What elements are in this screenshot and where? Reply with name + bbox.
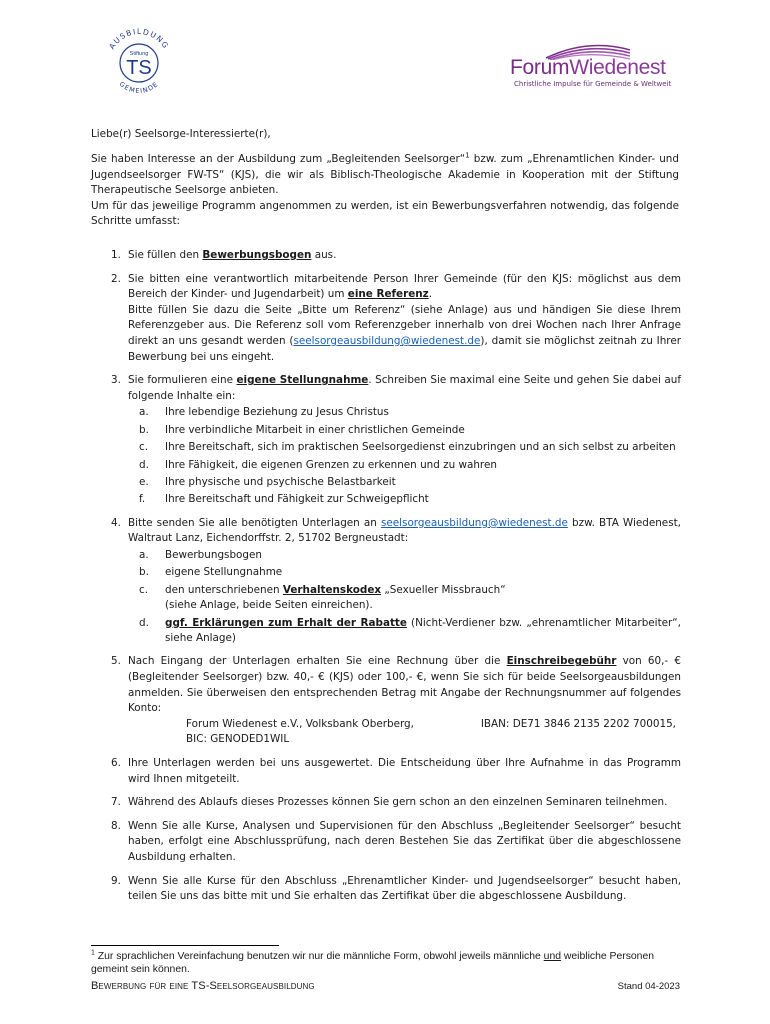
sub-letter: d. (139, 458, 149, 471)
ts-logo-ring-bottom: GEMEINDE (117, 79, 161, 96)
sub-text-line2: (siehe Anlage, beide Seiten einreichen). (165, 599, 373, 612)
footnote (91, 950, 681, 976)
sub-letter: c. (139, 441, 149, 454)
footnote-text-b: weibliche Personen gemeint sein können. (91, 951, 655, 975)
sub-item (128, 458, 681, 473)
footnote-text-a: Zur sprachlichen Vereinfachung benutzen wir nur die männliche Form, obwohl jeweils männliche (94, 951, 544, 962)
step-1 (91, 248, 681, 264)
step-number: 8. (111, 819, 121, 832)
footnote-divider (91, 945, 279, 946)
step-number: 5. (111, 655, 121, 668)
step-number: 3. (111, 374, 121, 387)
sub-letter: a. (139, 548, 149, 561)
sub-text: Ihre verbindliche Mitarbeit in einer christlichen Gemeinde (165, 423, 465, 436)
step-4 (91, 516, 681, 647)
step-3-text-c: . Schreiben Sie maximal eine Seite und gehen Sie dabei auf folgende Inhalte ein: (128, 374, 681, 402)
ts-stiftung-logo (98, 22, 180, 104)
sub-letter: d. (139, 616, 149, 629)
sub-item (128, 423, 681, 438)
step-4-text-b: bzw. BTA Wiedenest, Waltraut Lanz, Eichendorffstr. 2, 51702 Bergneustadt: (128, 516, 681, 545)
step-number: 1. (111, 249, 121, 261)
footer-title: Bewerbung für eine TS-Seelsorgeausbildung (91, 980, 315, 992)
sub-letter: f. (139, 493, 146, 506)
sub-item (128, 405, 681, 420)
ts-logo-stiftung: Stiftung (129, 51, 149, 57)
step-2-text-e: ), damit sie möglichst zeitnah zu Ihrer Bewerbung bei uns eingeht. (128, 334, 681, 363)
step-3 (91, 373, 681, 508)
step-1-text-c: aus. (311, 249, 337, 261)
sub-letter: b. (139, 423, 149, 436)
bank-name: Forum Wiedenest e.V., Volksbank Oberberg, (186, 717, 414, 730)
logo-tagline: Christliche Impulse für Gemeinde & Weltweit (514, 80, 672, 88)
forum-wiedenest-logo (506, 40, 672, 92)
logo-word-wiedenest: Wiedenest (569, 56, 666, 79)
sub-text: Ihre Bereitschaft und Fähigkeit zur Schweigepflicht (165, 493, 429, 506)
sub-item (128, 565, 681, 580)
step-6 (91, 756, 681, 787)
rabatte-erklaerungen: ggf. Erklärungen zum Erhalt der Rabatte (165, 616, 407, 629)
sub-text: eigene Stellungnahme (165, 566, 283, 579)
verhaltenskodex: Verhaltenskodex (282, 583, 382, 596)
sub-item (128, 475, 681, 490)
sub-text: Ihre Bereitschaft, sich im praktischen Seelsorgedienst einzubringen und an sich selbst zu arbeiten (165, 441, 676, 454)
step-3-sublist (128, 405, 681, 507)
intro-paragraph-2: Um für das jeweilige Programm angenommen zu werden, ist ein Bewerbungsverfahren notwendig, das folgende Schritte umfasst: (91, 199, 679, 228)
footer-date: Stand 04-2023 (617, 981, 680, 992)
sub-text: Ihre physische und psychische Belastbarkeit (165, 475, 396, 488)
step-1-text-a: Sie füllen den (128, 249, 203, 261)
footnote-number: 1 (91, 949, 95, 957)
step-9 (91, 874, 681, 905)
sub-text: Bewerbungsbogen (165, 548, 262, 561)
step-number: 2. (111, 272, 121, 285)
step-5-para (128, 654, 681, 716)
step-8 (91, 819, 681, 866)
svg-text:AUSBILDUNG (107, 27, 171, 51)
step-2-para-2 (128, 303, 681, 365)
sub-item (128, 583, 681, 614)
sub-text: Ihre Fähigkeit, die eigenen Grenzen zu erkennen und zu wahren (165, 458, 497, 471)
intro-p1-b: bzw. zum „Ehrenamtlichen Kinder- und Jugendseelsorger FW-TS“ (KJS), die wir als Biblisch-Theologische Akademie in Kooperation mit der Stiftung Therapeutische Seelsorge anbieten. (91, 153, 679, 197)
footnote-ref: 1 (465, 151, 470, 160)
step-number: 7. (111, 796, 121, 809)
salutation: Liebe(r) Seelsorge-Interessierte(r), (91, 128, 271, 140)
bank-row (186, 717, 676, 733)
step-4-text-a: Bitte senden Sie alle benötigten Unterlagen an (128, 516, 381, 529)
logo-word-forum: Forum (510, 56, 570, 79)
logo-wordmark (510, 56, 666, 80)
ts-logo-ring-top: AUSBILDUNG (107, 26, 171, 51)
sub-item (128, 492, 681, 507)
sub-item (128, 548, 681, 563)
step-9-text: Wenn Sie alle Kurse für den Abschluss „Ehrenamtlicher Kinder- und Jugendseelsorger“ besucht haben, teilen Sie uns das bitte mit und Sie erhalten das Zertifikat über die abgeschlossene Ausbildung. (128, 874, 681, 903)
sub-letter: a. (139, 406, 149, 419)
step-2-para-1 (128, 272, 681, 303)
step-4-sublist (128, 548, 681, 646)
sub-text: (Nicht-Verdiener bzw. „ehrenamtlicher Mitarbeiter“, siehe Anlage) (165, 616, 681, 644)
step-2 (91, 272, 681, 366)
step-3-stellungnahme: eigene Stellungnahme (236, 374, 369, 387)
step-number: 6. (111, 756, 121, 769)
email-link[interactable]: seelsorgeausbildung@wiedenest.de (293, 334, 481, 347)
step-5 (91, 654, 681, 748)
email-link[interactable]: seelsorgeausbildung@wiedenest.de (380, 516, 568, 529)
sub-text: „Sexueller Missbrauch“ (381, 583, 506, 596)
bank-details (128, 717, 681, 748)
step-7-text: Während des Ablaufs dieses Prozesses können Sie gern schon an den einzelnen Seminaren teilnehmen. (128, 796, 668, 809)
bank-iban: IBAN: DE71 3846 2135 2202 700015, (480, 717, 676, 730)
einschreibegebuehr: Einschreibegebühr (506, 655, 617, 668)
sub-text: den unterschriebenen (165, 583, 283, 596)
sub-letter: e. (139, 475, 149, 488)
step-number: 9. (111, 874, 121, 887)
step-6-text: Ihre Unterlagen werden bei uns ausgewertet. Die Entscheidung über Ihre Aufnahme in das Programm wird Ihnen mitgeteilt. (128, 756, 681, 785)
step-2-text-a: Sie bitten eine verantwortlich mitarbeitende Person Ihrer Gemeinde (für den KJS: möglichst aus dem Bereich der Kinder- und Jugendarbeit) um (128, 272, 681, 301)
intro-paragraph-1 (91, 152, 679, 199)
step-3-text-a: Sie formulieren eine (128, 374, 237, 387)
step-4-para (128, 516, 681, 547)
step-7 (91, 795, 681, 811)
step-number: 4. (111, 516, 121, 529)
step-2-referenz: eine Referenz (347, 288, 429, 301)
footnote-underlined: und (543, 951, 562, 962)
sub-item (128, 440, 681, 455)
intro-p1-a: Sie haben Interesse an der Ausbildung zum „Begleitenden Seelsorger“ (91, 153, 466, 165)
step-1-bewerbungsbogen: Bewerbungsbogen (202, 249, 312, 261)
step-3-para (128, 373, 681, 404)
step-5-text-c: von 60,- € (Begleitender Seelsorger) bzw. 40,- € (KJS) oder 100,- €, wenn Sie sich für beide Seelsorgeausbildungen anmelden. Sie überweisen den entsprechenden Betrag mit Angabe der Rechnungsnummer auf folgendes Konto: (128, 655, 681, 715)
bank-bic: BIC: GENODED1WIL (186, 733, 290, 746)
sub-letter: b. (139, 566, 149, 579)
sub-letter: c. (139, 583, 149, 596)
application-steps (91, 248, 681, 913)
step-5-text-a: Nach Eingang der Unterlagen erhalten Sie eine Rechnung über die (128, 655, 507, 668)
sub-item (128, 616, 681, 647)
step-2-text-c: . (428, 288, 433, 301)
step-2-text-d: Bitte füllen Sie dazu die Seite „Bitte um Referenz“ (siehe Anlage) aus und händigen Sie diese Ihrem Referenzgeber aus. Die Referenz soll vom Referenzgeber innerhalb von drei Wochen nach Ihrer Anfrage direkt an uns gesandt werden ( (128, 303, 681, 347)
step-8-text: Wenn Sie alle Kurse, Analysen und Supervisionen für den Abschluss „Begleitender Seelsorger“ besucht haben, erfolgt eine Abschlussprüfung, nach deren Bestehen Sie das Zertifikat über die abgeschlossene Ausbildung erhalten. (128, 819, 681, 863)
ts-logo-letters: TS (126, 57, 152, 79)
intro-text (91, 152, 679, 230)
sub-text: Ihre lebendige Beziehung zu Jesus Christus (165, 406, 389, 419)
